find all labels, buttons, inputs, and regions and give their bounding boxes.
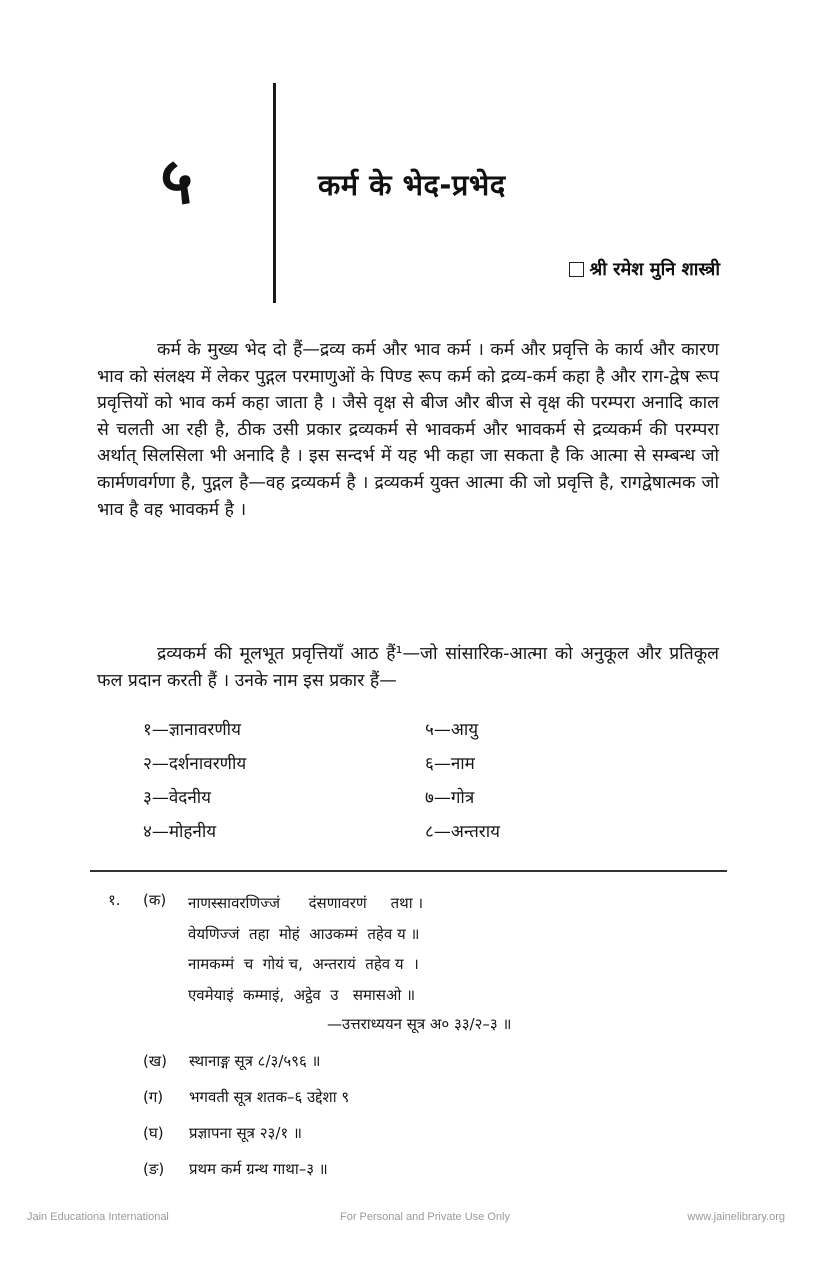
ref-label: (घ) [143, 1124, 164, 1142]
verse-line: नामकम्मं च गोयं च, अन्तरायं तहेव य । [188, 955, 419, 973]
ref-label: (ग) [143, 1088, 164, 1106]
karma-type-item: ७—गोत्र [425, 788, 475, 808]
author-byline [569, 257, 721, 282]
footnote-ref [143, 1115, 349, 1151]
page-footer [0, 1211, 828, 1229]
karma-types-list [143, 717, 563, 845]
footer-website: www.jainelibrary.org [687, 1211, 785, 1223]
footnote-verse [188, 888, 423, 1010]
footnote-divider [90, 870, 727, 872]
header-vertical-rule [273, 83, 276, 303]
karma-type-item: २—दर्शनावरणीय [143, 754, 247, 774]
chapter-number: ५ [157, 145, 196, 219]
footnote-ref [143, 1079, 349, 1115]
verse-line: एवमेयाइं कम्माइं, अट्ठेव उ समासओ ॥ [188, 985, 416, 1004]
body-paragraph-2: द्रव्यकर्म की मूलभूत प्रवृत्तियाँ आठ हैं¹—जो सांसारिक-आत्मा को अनुकूल और प्रतिकूल फल प्रदान करती हैं । उनके नाम इस प्रकार हैं— [97, 644, 719, 691]
karma-type-item: ५—आयु [425, 720, 479, 740]
karma-type-item: ८—अन्तराय [425, 822, 500, 842]
karma-type-item: ६—नाम [425, 754, 475, 774]
footnote-number: १. [108, 891, 121, 909]
verse-source-citation: —उत्तराध्ययन सूत्र अ० ३३/२–३ ॥ [327, 1015, 512, 1033]
karma-type-item: १—ज्ञानावरणीय [143, 720, 241, 740]
ref-text: प्रज्ञापना सूत्र २३/१ ॥ [189, 1124, 302, 1142]
square-bullet-icon [569, 262, 584, 277]
karma-type-item: ३—वेदनीय [143, 788, 212, 808]
author-name: श्री रमेश मुनि शास्त्री [589, 259, 720, 280]
verse-line: वेयणिज्जं तहा मोहं आउकम्मं तहेव य ॥ [188, 924, 420, 943]
karma-type-item: ४—मोहनीय [143, 822, 217, 842]
ref-text: प्रथम कर्म ग्रन्थ गाथा–३ ॥ [189, 1160, 328, 1178]
footnote-label-ka: (क) [143, 891, 167, 909]
footer-publisher: Jain Educationa International [27, 1211, 169, 1223]
ref-label: (ङ) [143, 1160, 165, 1178]
ref-text: भगवती सूत्र शतक–६ उद्देशा ९ [189, 1088, 350, 1106]
ref-label: (ख) [143, 1052, 167, 1070]
footer-usage-notice: For Personal and Private Use Only [340, 1211, 510, 1223]
footnote-ref [143, 1043, 349, 1079]
verse-line: नाणस्सावरणिज्जं दंसणावरणं तथा । [188, 894, 424, 912]
footnote-ref [143, 1151, 349, 1187]
footnote-references [143, 1043, 349, 1187]
chapter-title: कर्म के भेद-प्रभेद [318, 168, 506, 202]
body-paragraph-1: कर्म के मुख्य भेद दो हैं—द्रव्य कर्म और भाव कर्म । कर्म और प्रवृत्ति के कार्य और कारण भाव को संलक्ष्य में लेकर पुद्गल परमाणुओं के पिण्ड रूप कर्म को द्रव्य-कर्म कहा है और राग-द्वेष रूप प्रवृत्तियों को भाव कर्म कहा जाता है । जैसे वृक्ष से बीज और बीज से वृक्ष की परम्परा अनादि काल से चलती आ रही है, ठीक उसी प्रकार द्रव्यकर्म से भावकर्म और भावकर्म से द्रव्यकर्म की परम्परा अर्थात् सिलसिला भी अनादि है । इस सन्दर्भ में यह भी कहा जा सकता है कि आत्मा से सम्बन्ध जो कार्मणवर्गणा है, पुद्गल है—वह द्रव्यकर्म है । द्रव्यकर्म युक्त आत्मा की जो प्रवृत्ति है, रागद्वेषात्मक जो भाव है वह भावकर्म है । [97, 340, 719, 520]
ref-text: स्थानाङ्ग सूत्र ८/३/५९६ ॥ [189, 1052, 321, 1070]
